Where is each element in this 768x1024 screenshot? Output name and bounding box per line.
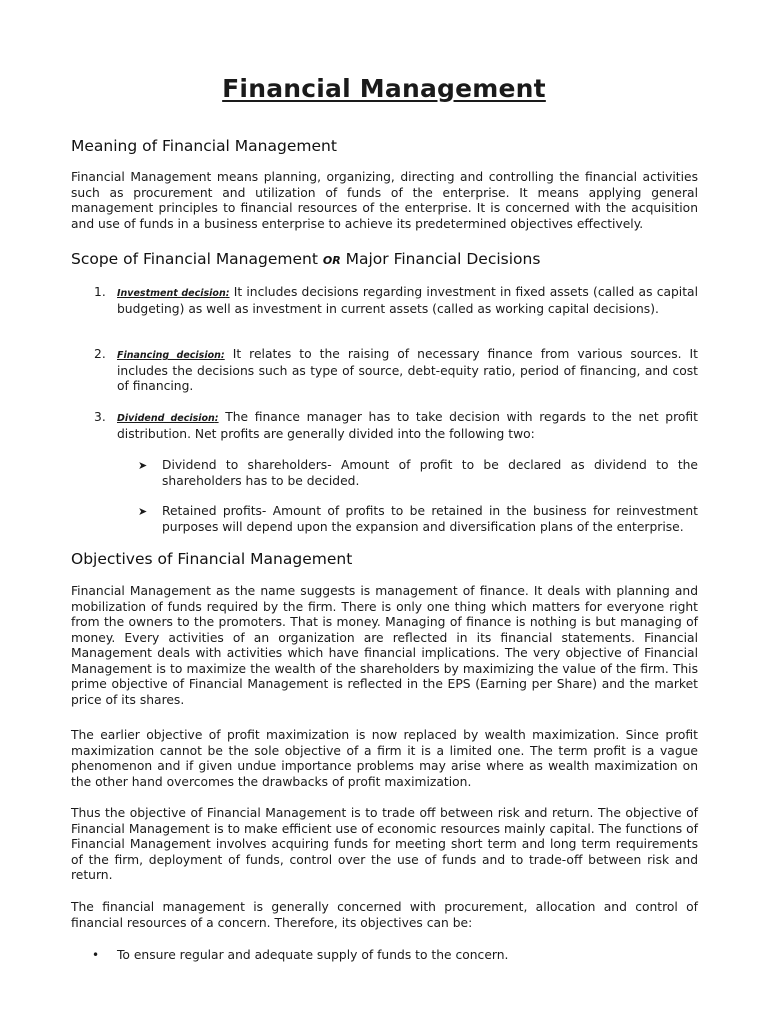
document-title: Financial Management (222, 74, 546, 103)
list-item-financing (117, 347, 698, 395)
term-separator: : (214, 413, 219, 424)
heading-scope (71, 250, 540, 268)
term-dividend: Dividend decision (117, 413, 215, 424)
list-item-investment (117, 285, 698, 317)
subitem-retained-profits: Retained profits- Amount of profits to be retained in the business for reinvestment purposes will depend upon the expansion and diversification plans of the enterprise. (162, 504, 698, 534)
paragraph-objectives-2: The earlier objective of profit maximization is now replaced by wealth maximization. Since profit maximization cannot be the sole objective of a firm it is a limited one. The term profit is a vague phenomenon and if given undue importance problems may arise where as wealth maximization on the other hand overcomes the drawbacks of profit maximization. (71, 728, 698, 789)
paragraph-objectives-4: The financial management is generally concerned with procurement, allocation and control of financial resources of a concern. Therefore, its objectives can be: (71, 900, 698, 930)
term-financing: Financing decision (117, 350, 221, 361)
list-number: 3. (94, 410, 106, 424)
subitem-dividend-shareholders: Dividend to shareholders- Amount of profit to be declared as dividend to the shareholders has to be decided. (162, 458, 698, 488)
item-text: It includes decisions regarding investment in fixed assets (called as capital budgeting) as well as investment in current assets (called as working capital decisions). (117, 285, 698, 316)
term-separator: : (220, 350, 225, 361)
paragraph-objectives-1: Financial Management as the name suggests is management of finance. It deals with planning and mobilization of funds required by the firm. There is only one thing which matters for everyone right from the owners to the promoters. That is money. Managing of finance is nothing is but managing of money. Every activities of an organization are reflected in its financial statements. Financial Management deals with activities which have financial implications. The very objective of Financial Management is to maximize the wealth of the shareholders by maximizing the value of the firm. This prime objective of Financial Management is reflected in the EPS (Earning per Share) and the market price of its shares. (71, 584, 698, 707)
list-item-dividend (117, 410, 698, 442)
item-text: It relates to the raising of necessary finance from various sources. It includes the decisions such as type of source, debt-equity ratio, period of financing, and cost of financing. (117, 347, 699, 393)
heading-meaning: Meaning of Financial Management (71, 137, 337, 155)
heading-scope-post: Major Financial Decisions (340, 250, 541, 268)
heading-scope-pre: Scope of Financial Management (71, 250, 323, 268)
arrow-icon: ➤ (138, 459, 148, 472)
heading-objectives: Objectives of Financial Management (71, 550, 353, 568)
arrow-icon: ➤ (138, 505, 148, 518)
item-text: The finance manager has to take decision with regards to the net profit distribution. Net profits are generally divided into the following two: (117, 410, 698, 441)
bullet-icon: • (92, 948, 100, 962)
heading-scope-or: OR (322, 254, 341, 267)
list-number: 2. (94, 347, 106, 361)
term-investment: Investment decision (117, 288, 226, 299)
paragraph-objectives-3: Thus the objective of Financial Management is to trade off between risk and return. The objective of Financial Management is to make efficient use of economic resources mainly capital. The functions of Financial Management involves acquiring funds for meeting short term and long term requirements of the firm, deployment of funds, control over the use of funds and to trade-off between risk and return. (71, 806, 698, 882)
list-number: 1. (94, 285, 106, 299)
bullet-item-supply-funds: To ensure regular and adequate supply of funds to the concern. (117, 948, 509, 962)
paragraph-meaning: Financial Management means planning, organizing, directing and controlling the financial activities such as procurement and utilization of funds of the enterprise. It means applying general management principles to financial resources of the enterprise. It is concerned with the acquisition and use of funds in a business enterprise to achieve its predetermined objectives effectively. (71, 170, 698, 231)
term-separator: : (225, 288, 230, 299)
